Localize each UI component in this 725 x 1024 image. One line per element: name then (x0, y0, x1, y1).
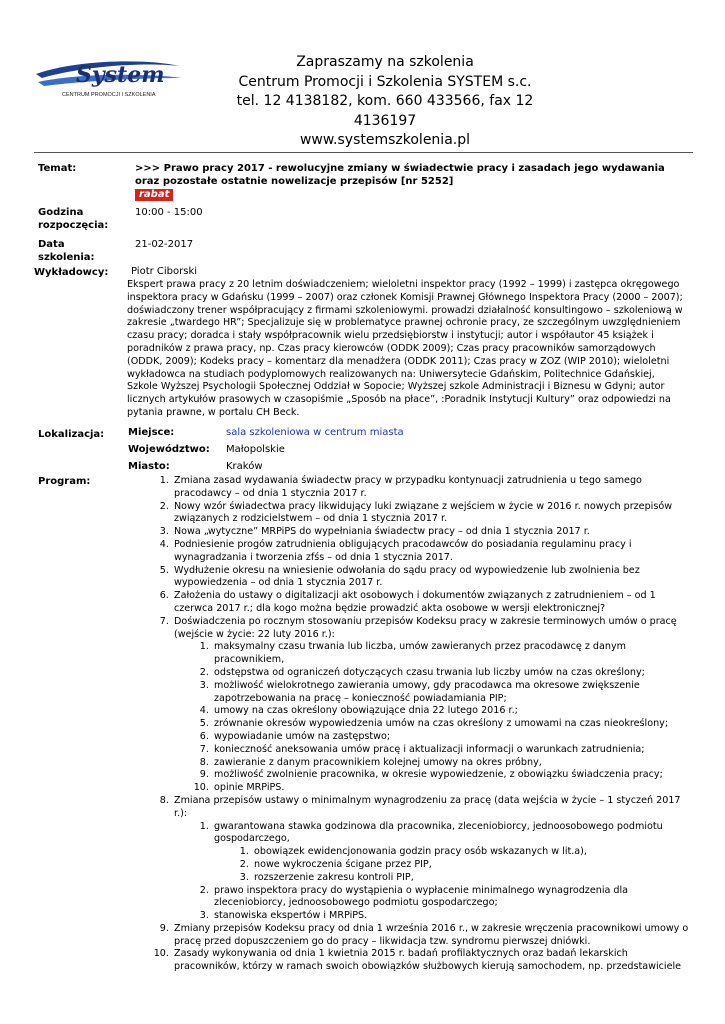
system-logo-graphic (34, 52, 184, 102)
location-row-city (128, 458, 404, 475)
date-label (38, 238, 95, 264)
header-company: Centrum Promocji i Szkolenia SYSTEM s.c. (238, 73, 532, 90)
program-item: 2. Nowy wzór świadectwa pracy likwidujący luki związane z wejściem w życie w 2016 r. nowych przepisów związanych z rodzicielstwem – od dnia 1 stycznia 2017 r. (172, 501, 695, 527)
program-subsubitem: 3. rozszerzenie zakresu kontroli PIP, (252, 872, 695, 885)
topic-label: Temat: (38, 163, 77, 174)
city-value: Kraków (226, 461, 263, 472)
program-subitem: 9. możliwość zwolnienie pracownika, w okresie wypowiedzenie, z obowiązku świadczenia pracy; (212, 769, 695, 782)
program-item (172, 795, 695, 923)
program-label: Program: (38, 476, 91, 487)
start-time-value: 10:00 - 15:00 (135, 207, 203, 218)
program-subsubitems (214, 846, 695, 884)
voivodeship-value: Małopolskie (226, 444, 285, 455)
voivodeship-label: Województwo: (128, 444, 210, 455)
program-subitem: 5. zrównanie okresów wypowiedzenia umów na czas określony z umowami na czas nieokreślony; (212, 718, 695, 731)
program-item: 3. Nowa „wytyczne” MRPiPS do wypełniania świadectw pracy – od dnia 1 stycznia 2017 r. (172, 526, 695, 539)
program-item: 9. Zmiany przepisów Kodeksu pracy od dnia 1 września 2016 r., w zakresie wręczenia pracownikowi umowy o pracę przed dopuszczeniem go do pracy – likwidacja tzw. syndromu pierwszej dniówki. (172, 923, 695, 949)
program-item-text: Doświadczenia po rocznym stosowaniu przepisów Kodeksu pracy w zakresie terminowych umów o pracę (wejście w życie: 22 luty 2016 r.): (174, 615, 677, 640)
program-subitem: 10. opinie MRPiPS. (212, 782, 695, 795)
program-subitem: 4. umowy na czas określony obowiązujące dnia 22 lutego 2016 r.; (212, 705, 695, 718)
discount-badge: rabat (135, 189, 173, 201)
header-contact (205, 53, 565, 151)
top-divider (34, 152, 693, 153)
program-item: 10. Zasady wykonywania od dnia 1 kwietnia 2015 r. badań profilaktycznych oraz badań lekarskich pracowników, którzy w ramach swoich obowiązków służbowych kierują samochodem, np. przedstawiciele (172, 948, 695, 974)
program-subitem: 3. stanowiska ekspertów i MRPiPS. (212, 910, 695, 923)
location-row-place (128, 424, 404, 441)
location-row-voivodeship (128, 441, 404, 458)
start-time-label (38, 206, 108, 232)
date-label-line1: Data (38, 239, 65, 250)
place-label: Miejsce: (128, 427, 175, 438)
program-subitems (174, 821, 695, 923)
program-item: 1. Zmiana zasad wydawania świadectw pracy w przypadku kontynuacji zatrudnienia u tego samego pracodawcy – od dnia 1 stycznia 2017 r. (172, 475, 695, 501)
logo-subtitle: CENTRUM PROMOCJI I SZKOLENIA (62, 92, 156, 98)
program-subitem (212, 821, 695, 885)
program-items (135, 475, 695, 974)
header-phone: tel. 12 4138182, kom. 660 433566, fax 12 4136197 (236, 93, 534, 129)
program-subitem: 6. wypowiadanie umów na zastępstwo; (212, 731, 695, 744)
program-item (172, 616, 695, 795)
program-item: 5. Wydłużenie okresu na wniesienie odwołania do sądu pracy od wypowiedzenie lub zwolnienia bez wypowiedzenia – od dnia 1 stycznia 2017 r. (172, 565, 695, 591)
start-time-label-line2: rozpoczęcia: (38, 220, 109, 231)
topic-title: >>> Prawo pracy 2017 - rewolucyjne zmiany w świadectwie pracy i zasadach jego wydawania oraz pozostałe ostatnie nowelizacje przepisów [nr 5252] (135, 163, 665, 187)
location-label: Lokalizacja: (38, 429, 105, 440)
program-item-text: Zmiana przepisów ustawy o minimalnym wynagrodzeniu za pracę (data wejścia w życie – 1 styczeń 2017 r.): (174, 794, 681, 819)
topic-block (135, 162, 680, 201)
header-website[interactable]: www.systemszkolenia.pl (299, 132, 471, 148)
logo-brand-text: System (76, 62, 165, 88)
lecturer-name: Piotr Ciborski (131, 266, 198, 277)
start-time-label-line1: Godzina (38, 207, 84, 218)
place-link[interactable]: sala szkoleniowa w centrum miasta (226, 427, 404, 438)
program-subitems (174, 641, 695, 795)
program-subitem: 8. zawieranie z danym pracownikiem kolejnej umowy na okres próbny, (212, 757, 695, 770)
company-logo (34, 52, 184, 102)
city-label: Miasto: (128, 461, 170, 472)
date-label-line2: szkolenia: (38, 252, 95, 263)
lecturers-label: Wykładowcy: (34, 267, 109, 278)
lecturer-bio: Ekspert prawa pracy z 20 letnim doświadczeniem; wieloletni inspektor pracy (1992 – 1999) i zastępca okręgowego inspektora pracy w Gdańsku (1999 – 2007) oraz członek Komisji Prawnej Głównego Inspektora Pracy (2000 – 2007); doświadczony trener współpracujący z firmami szkoleniowymi. prowadzi działalność konsultingowo – szkoleniową w zakresie „twardego HR”; Specjalizuje się w problematyce prawnej ochronie pracy, ze szczególnym uwzględnieniem czasu pracy; doradca i stały współpracownik wielu przedsiębiorstw i instytucji; autor i współautor 45 książek i poradników z prawa pracy, np. Czas pracy kierowców (ODDK 2009); Czas pracy pracowników samorządowych (ODDK, 2009); Kodeks pracy – komentarz dla menadżera (ODDK 2011); Czas pracy w ZOZ (WIP 2010); wieloletni wykładowca na studiach podyplomowych realizowanych na: Uniwersytecie Gdańskim, Politechnice Gdańskiej, Szkole Wyższej Psychologii Społecznej Oddział w Sopocie; Wyższej szkole Administracji i Biznesu w Gdyni; autor licznych artykułów prasowych w czasopiśmie „Sposób na płace”, :Poradnik Instytucji Kultury” oraz odpowiedzi na pytania prawne, w portalu CH Beck. (127, 279, 683, 418)
program-list (135, 475, 695, 974)
program-subsubitem: 2. nowe wykroczenia ścigane przez PIP, (252, 859, 695, 872)
program-item: 6. Założenia do ustawy o digitalizacji akt osobowych i dokumentów związanych z zatrudnieniem – od 1 czerwca 2017 r.; dla kogo można będzie prowadzić akta osobowe w wersji elektronicznej? (172, 590, 695, 616)
header-invite: Zapraszamy na szkolenia (296, 54, 474, 70)
program-subitem: 2. odstępstwa od ograniczeń dotyczących czasu trwania lub liczby umów na czas określony; (212, 667, 695, 680)
program-subitem: 7. konieczność aneksowania umów pracę i aktualizacji informacji o warunkach zatrudnienia; (212, 744, 695, 757)
program-subitem: 2. prawo inspektora pracy do wystąpienia o wypłacenie minimalnego wynagrodzenia dla zleceniobiorcy, jednoosobowego podmiotu gospodarczego; (212, 885, 695, 911)
program-item: 4. Podniesienie progów zatrudnienia obligujących pracodawców do posiadania regulaminu pracy i wynagradzania i tworzenia zfśs – od dnia 1 stycznia 2017. (172, 539, 695, 565)
program-subitem: 1. maksymalny czasu trwania lub liczba, umów zawieranych przez pracodawcę z danym pracownikiem, (212, 641, 695, 667)
program-subitem: 3. możliwość wielokrotnego zawierania umowy, gdy pracodawca ma okresowe zwiększenie zapotrzebowania na pracę – konieczność powiadamiania PIP; (212, 680, 695, 706)
date-value: 21-02-2017 (135, 239, 194, 250)
program-subsubitem: 1. obowiązek ewidencjonowania godzin pracy osób wskazanych w lit.a), (252, 846, 695, 859)
location-table (128, 424, 404, 475)
program-subitem-text: gwarantowana stawka godzinowa dla pracownika, zleceniobiorcy, jednoosobowego podmiotu gospodarczego, (214, 820, 663, 845)
